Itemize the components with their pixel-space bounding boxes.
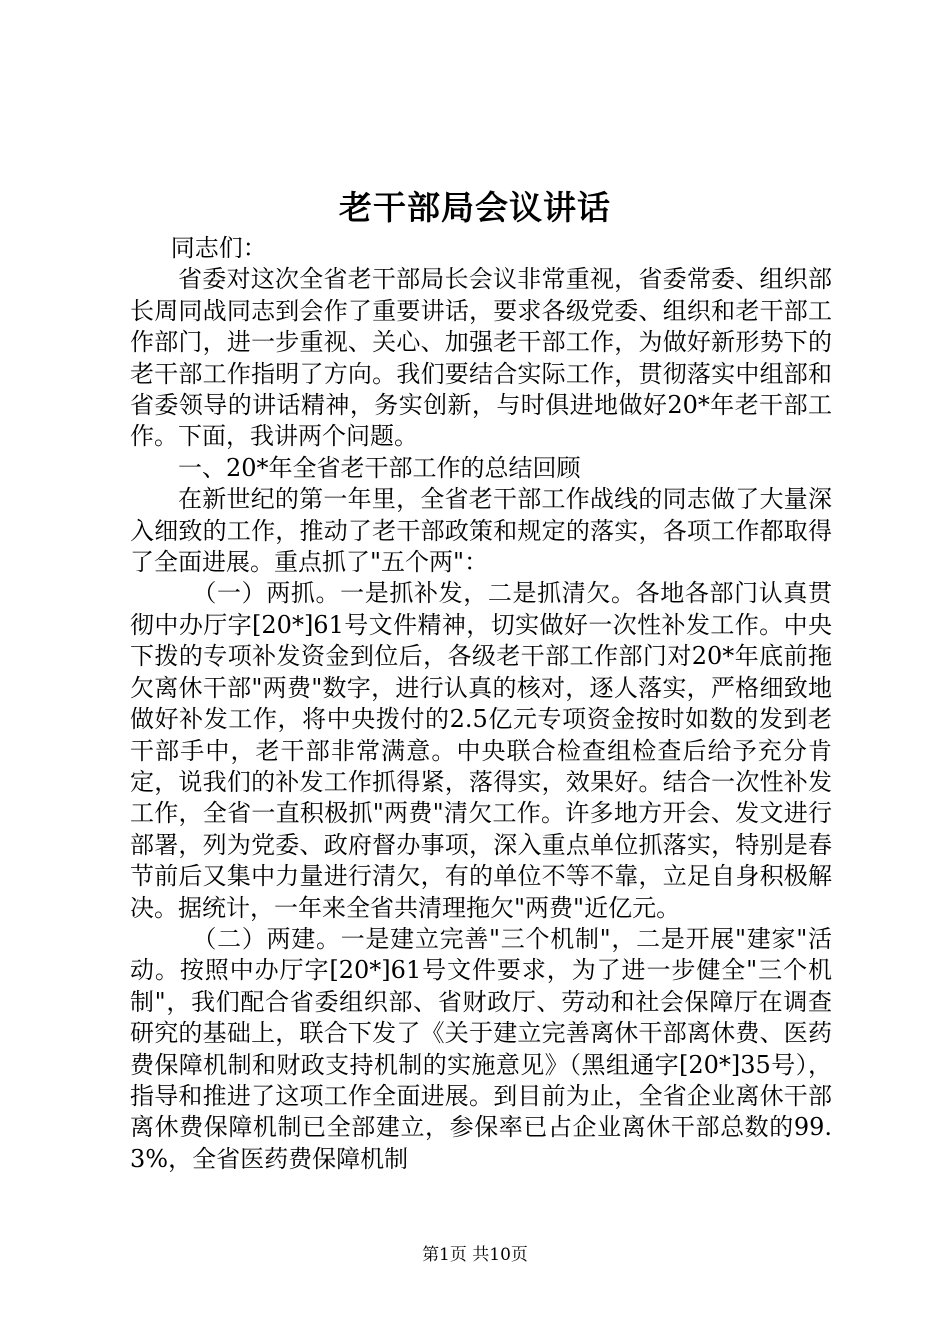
subsection-paragraph-2: （二）两建。一是建立完善"三个机制"，二是开展"建家"活动。按照中办厅字[20*]61号文件要求，为了进一步健全"三个机制"，我们配合省委组织部、省财政厅、劳动和社会保障厅在调查研究的基础上，联合下发了《关于建立完善离休干部离休费、医药费保障机制和财政支持机制的实施意见》（黑组通字[20*]35号），指导和推进了这项工作全面进展。到目前为止，全省企业离休干部离休费保障机制已全部建立，参保率已占企业离休干部总数的99.3%，全省医药费保障机制 — [130, 924, 832, 1173]
document-title: 老干部局会议讲话 — [339, 188, 611, 227]
document-body — [130, 233, 832, 1175]
page-number: 第1页 共10页 — [422, 1245, 528, 1265]
greeting-paragraph: 同志们： — [170, 234, 267, 262]
page-footer — [0, 1242, 950, 1268]
summary-paragraph: 在新世纪的第一年里，全省老干部工作战线的同志做了大量深入细致的工作，推动了老干部政策和规定的落实，各项工作都取得了全面进展。重点抓了"五个两"： — [130, 485, 832, 577]
section-heading: 一、20*年全省老干部工作的总结回顾 — [178, 453, 581, 482]
subsection-paragraph-1: （一）两抓。一是抓补发，二是抓清欠。各地各部门认真贯彻中办厅字[20*]61号文件精神，切实做好一次性补发工作。中央下拨的专项补发资金到位后，各级老干部工作部门对20*年底前拖欠离休干部"两费"数字，进行认真的核对，逐人落实，严格细致地做好补发工作，将中央拨付的2.5亿元专项资金按时如数的发到老干部手中，老干部非常满意。中央联合检查组检查后给予充分肯定，说我们的补发工作抓得紧，落得实，效果好。结合一次性补发工作，全省一直积极抓"两费"清欠工作。许多地方开会、发文进行部署，列为党委、政府督办事项，深入重点单位抓落实，特别是春节前后又集中力量进行清欠，有的单位不等不靠，立足自身积极解决。据统计，一年来全省共清理拖欠"两费"近亿元。 — [130, 579, 832, 922]
intro-paragraph: 省委对这次全省老干部局长会议非常重视，省委常委、组织部长周同战同志到会作了重要讲话，要求各级党委、组织和老干部工作部门，进一步重视、关心、加强老干部工作，为做好新形势下的老干部工作指明了方向。我们要结合实际工作，贯彻落实中组部和省委领导的讲话精神，务实创新，与时俱进地做好20*年老干部工作。下面，我讲两个问题。 — [130, 265, 832, 451]
